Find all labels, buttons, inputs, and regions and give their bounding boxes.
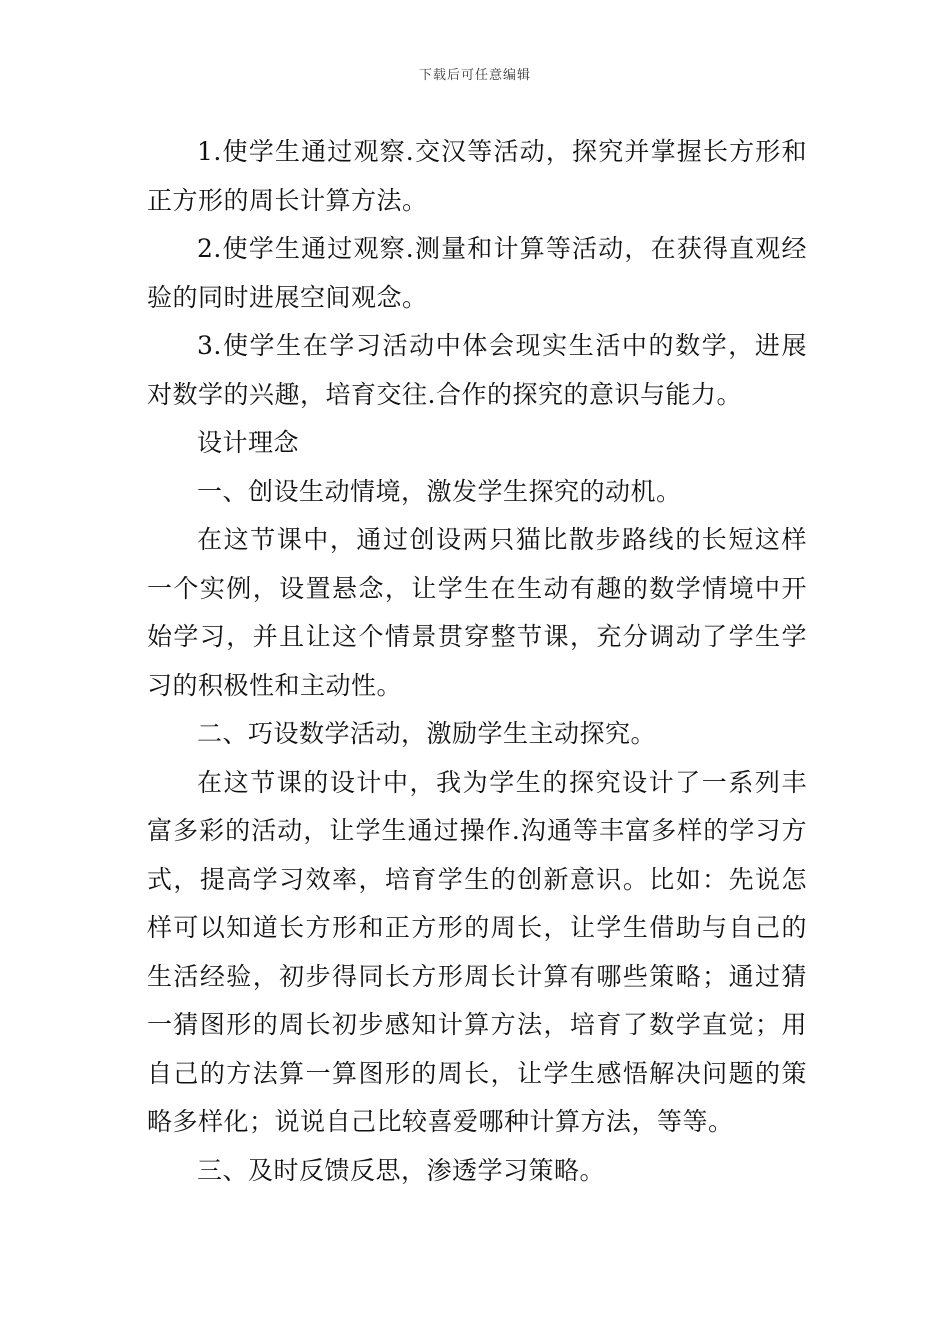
subheading-1: 一、创设生动情境，激发学生探究的动机。 <box>197 476 682 506</box>
page-header: 下载后可任意编辑 <box>418 68 531 83</box>
paragraph-objective-1: 1.使学生通过观察.交汉等活动，探究并掌握长方形和正方形的周长计算方法。 <box>147 137 807 215</box>
section-heading-design-concept: 设计理念 <box>197 428 300 457</box>
paragraph-objective-3: 3.使学生在学习活动中体会现实生活中的数学，进展对数学的兴趣，培育交往.合作的探究的意识与能力。 <box>147 331 807 409</box>
paragraph-situation: 在这节课中，通过创设两只猫比散步路线的长短这样一个实例，设置悬念，让学生在生动有趣的数学情境中开始学习，并且让这个情景贯穿整节课，充分调动了学生学习的积极性和主动性。 <box>147 525 807 700</box>
subheading-3: 三、及时反馈反思，渗透学习策略。 <box>197 1155 606 1185</box>
paragraph-objective-2: 2.使学生通过观察.测量和计算等活动，在获得直观经验的同时进展空间观念。 <box>147 234 807 312</box>
paragraph-activities: 在这节课的设计中，我为学生的探究设计了一系列丰富多彩的活动，让学生通过操作.沟通等丰富多样的学习方式，提高学习效率，培育学生的创新意识。比如：先说怎样可以知道长方形和正方形的周长，让学生借助与自己的生活经验，初步得同长方形周长计算有哪些策略；通过猜一猜图形的周长初步感知计算方法，培育了数学直觉；用自己的方法算一算图形的周长，让学生感悟解决问题的策略多样化；说说自己比较喜爱哪种计算方法，等等。 <box>147 767 807 1136</box>
document-body <box>147 128 807 1195</box>
subheading-2: 二、巧设数学活动，激励学生主动探究。 <box>197 719 657 748</box>
